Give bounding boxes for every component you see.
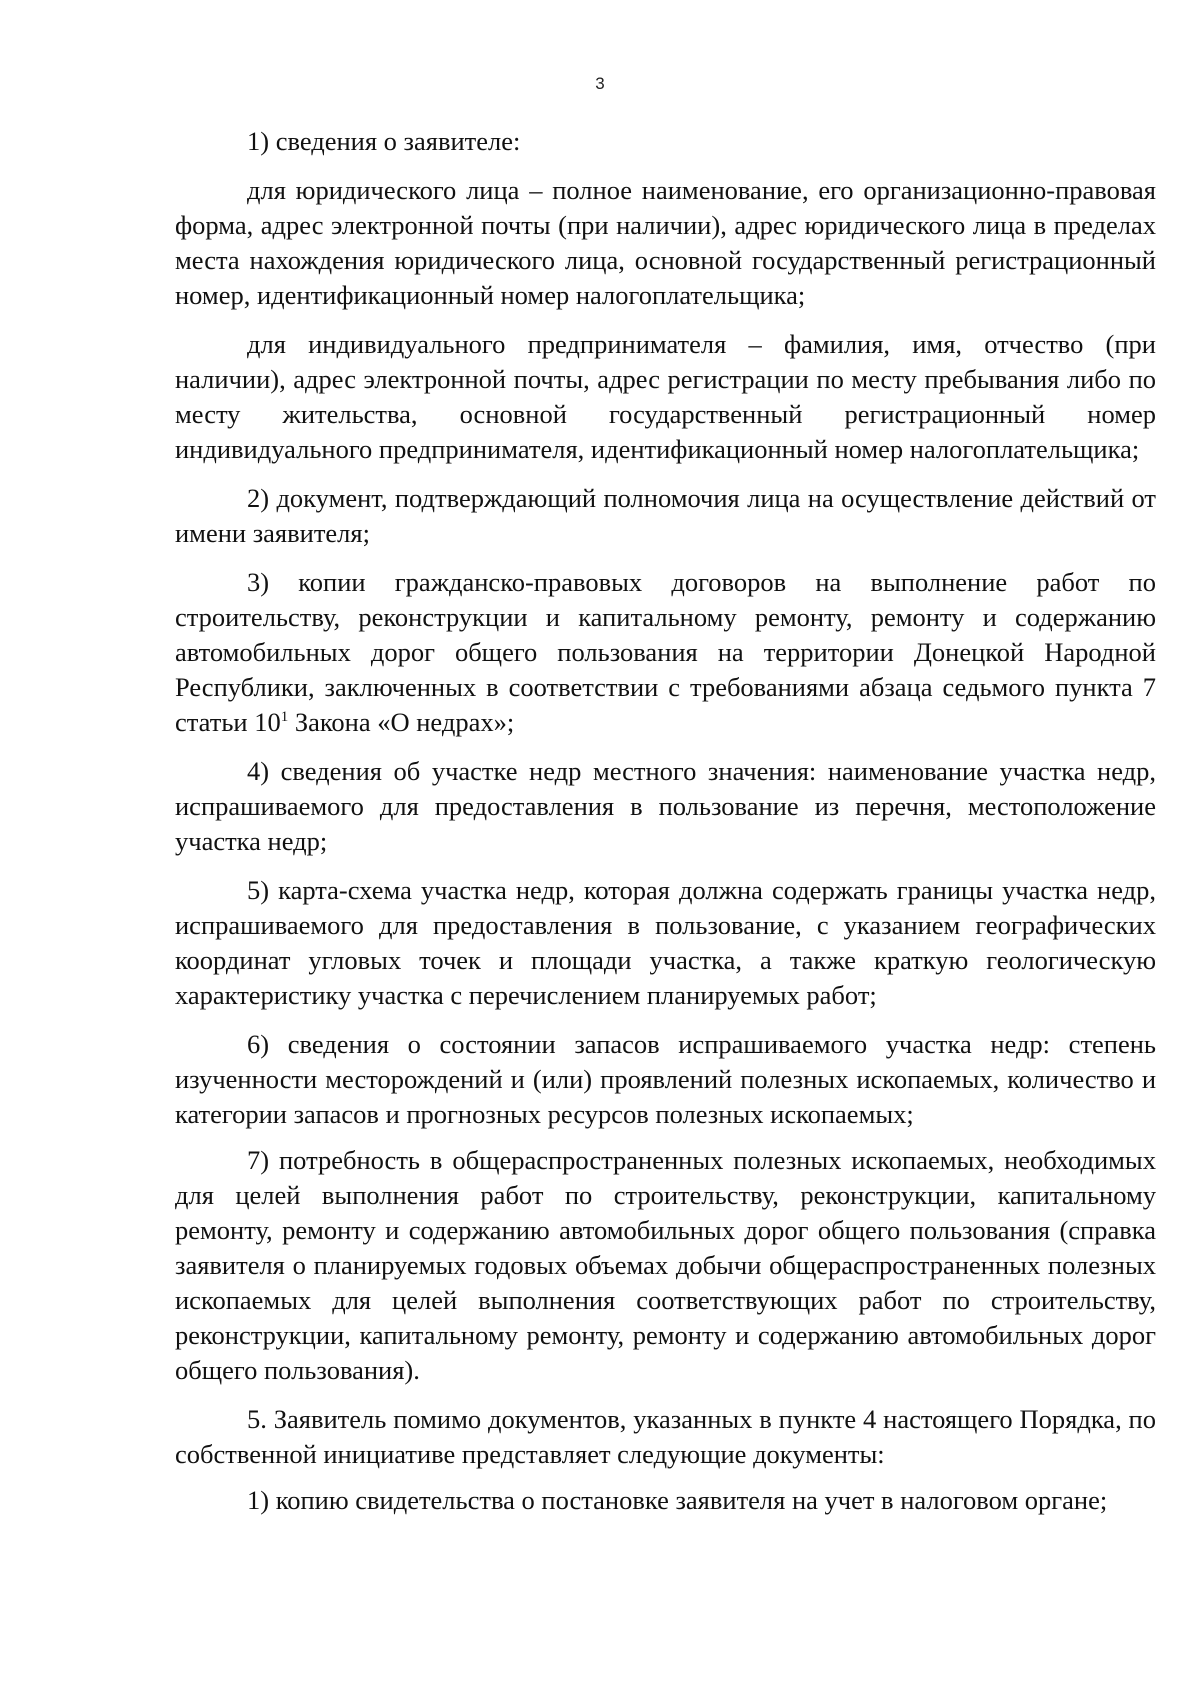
paragraph-item-3-text: 3) копии гражданско-правовых договоров на выполнение работ по строительству, реконструкции и капитальному ремонту, ремонту и содержанию автомобильных дорог общего пользования на территории Донецкой Народной Республики, заключенных в соответствии с требованиями абзаца седьмого пункта 7 статьи 10: [175, 567, 1156, 737]
paragraph-item-1: 1) сведения о заявителе:: [247, 126, 521, 156]
superscript-mark: 1: [280, 709, 289, 726]
document-body: [175, 124, 1156, 1532]
paragraph-item-7: 7) потребность в общераспространенных полезных ископаемых, необходимых для целей выполнения работ по строительству, реконструкции, капитальному ремонту, ремонту и содержанию автомобильных дорог общего пользования (справка заявителя о планируемых годовых объемах добычи общераспространенных полезных ископаемых для целей выполнения соответствующих работ по строительству, реконструкции, капитальному ремонту, ремонту и содержанию автомобильных дорог общего пользования).: [175, 1145, 1156, 1385]
paragraph-legal-entity: для юридического лица – полное наименование, его организационно-правовая форма, адрес электронной почты (при наличии), адрес юридического лица в пределах места нахождения юридического лица, основной государственный регистрационный номер, идентификационный номер налогоплательщика;: [175, 175, 1156, 310]
page-number: 3: [595, 74, 605, 93]
paragraph-section-5: 5. Заявитель помимо документов, указанных в пункте 4 настоящего Порядка, по собственной инициативе представляет следующие документы:: [175, 1404, 1156, 1469]
paragraph-section-5-item-1: 1) копию свидетельства о постановке заявителя на учет в налоговом органе;: [247, 1485, 1108, 1515]
paragraph-item-6: 6) сведения о состоянии запасов испрашиваемого участка недр: степень изученности месторождений и (или) проявлений полезных ископаемых, количество и категории запасов и прогнозных ресурсов полезных ископаемых;: [175, 1029, 1156, 1129]
paragraph-item-4: 4) сведения об участке недр местного значения: наименование участка недр, испрашиваемого для предоставления в пользование из перечня, местоположение участка недр;: [175, 756, 1156, 856]
paragraph-item-3: [175, 565, 1156, 740]
paragraph-item-2: 2) документ, подтверждающий полномочия лица на осуществление действий от имени заявителя;: [175, 483, 1156, 548]
paragraph-item-3-tail: Закона «О недрах»;: [288, 707, 515, 737]
paragraph-individual-entrepreneur: для индивидуального предпринимателя – фамилия, имя, отчество (при наличии), адрес электронной почты, адрес регистрации по месту пребывания либо по месту жительства, основной государственный регистрационный номер индивидуального предпринимателя, идентификационный номер налогоплательщика;: [175, 329, 1156, 464]
paragraph-item-5: 5) карта-схема участка недр, которая должна содержать границы участка недр, испрашиваемого для предоставления в пользование, с указанием географических координат угловых точек и площади участка, а также краткую геологическую характеристику участка с перечислением планируемых работ;: [175, 875, 1156, 1010]
